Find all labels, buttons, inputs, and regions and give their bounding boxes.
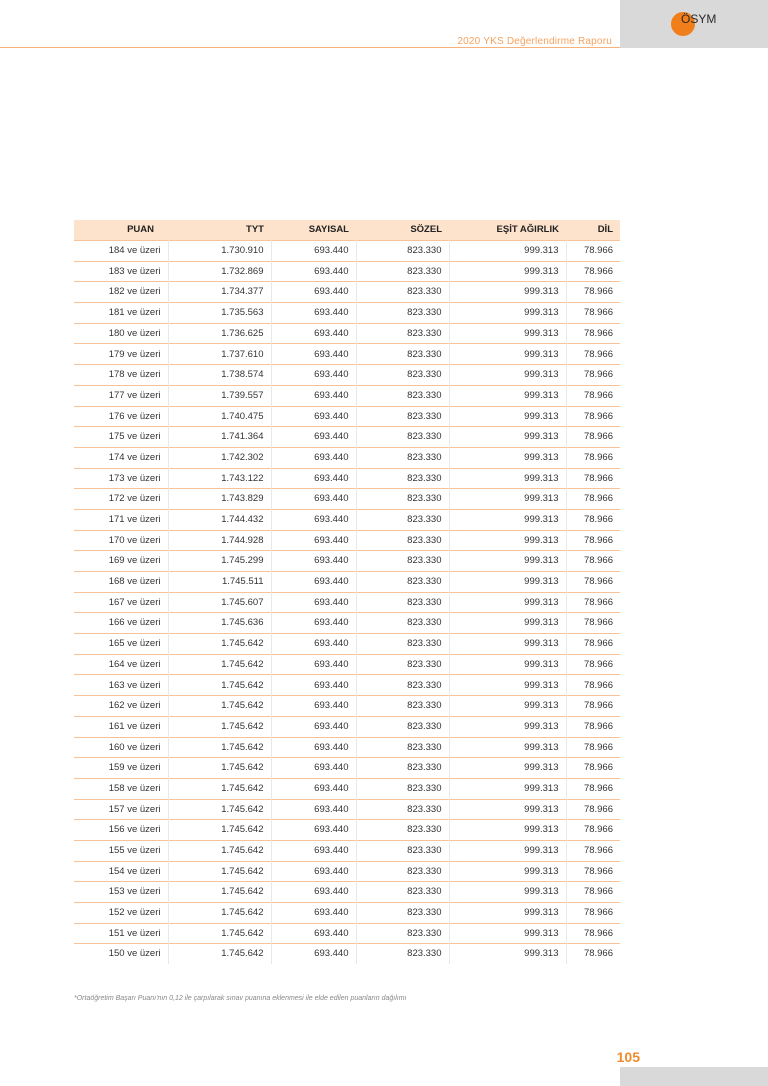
table-cell: 823.330 [356, 923, 449, 944]
table-row [74, 241, 620, 262]
table-cell: 693.440 [271, 737, 356, 758]
table-cell: 78.966 [566, 303, 620, 324]
table-row [74, 675, 620, 696]
table-cell: 1.740.475 [168, 406, 271, 427]
table-cell: 823.330 [356, 323, 449, 344]
table-row [74, 509, 620, 530]
table-cell: 823.330 [356, 282, 449, 303]
table-cell: 999.313 [449, 654, 566, 675]
table-cell: 999.313 [449, 923, 566, 944]
table-cell: 1.745.642 [168, 903, 271, 924]
table-cell: 999.313 [449, 696, 566, 717]
table-cell: 1.736.625 [168, 323, 271, 344]
table-row [74, 944, 620, 964]
table-cell: 823.330 [356, 799, 449, 820]
table-cell: 823.330 [356, 634, 449, 655]
table-cell: 823.330 [356, 613, 449, 634]
table-cell: 999.313 [449, 427, 566, 448]
table-row [74, 840, 620, 861]
table-cell: 999.313 [449, 365, 566, 386]
table-row [74, 758, 620, 779]
table-cell: 175 ve üzeri [74, 427, 168, 448]
table-cell: 693.440 [271, 385, 356, 406]
table-cell: 78.966 [566, 613, 620, 634]
table-row [74, 323, 620, 344]
table-cell: 693.440 [271, 468, 356, 489]
table-cell: 823.330 [356, 861, 449, 882]
table-cell: 823.330 [356, 820, 449, 841]
table-cell: 999.313 [449, 737, 566, 758]
table-cell: 168 ve üzeri [74, 572, 168, 593]
table-cell: 1.741.364 [168, 427, 271, 448]
table-cell: 693.440 [271, 530, 356, 551]
table-cell: 823.330 [356, 509, 449, 530]
table-row [74, 468, 620, 489]
table-cell: 156 ve üzeri [74, 820, 168, 841]
table-row [74, 261, 620, 282]
table-cell: 999.313 [449, 634, 566, 655]
table-cell: 78.966 [566, 654, 620, 675]
table-cell: 999.313 [449, 385, 566, 406]
column-header: PUAN [74, 220, 168, 241]
table-cell: 693.440 [271, 861, 356, 882]
table-cell: 693.440 [271, 509, 356, 530]
table-cell: 78.966 [566, 261, 620, 282]
table-cell: 999.313 [449, 303, 566, 324]
table-cell: 78.966 [566, 447, 620, 468]
table-cell: 823.330 [356, 406, 449, 427]
table-cell: 999.313 [449, 344, 566, 365]
table-cell: 174 ve üzeri [74, 447, 168, 468]
table-row [74, 903, 620, 924]
table-row [74, 882, 620, 903]
table-cell: 693.440 [271, 303, 356, 324]
table-body [74, 241, 620, 965]
table-cell: 999.313 [449, 261, 566, 282]
table-cell: 693.440 [271, 261, 356, 282]
table-cell: 999.313 [449, 903, 566, 924]
table-cell: 78.966 [566, 675, 620, 696]
table-cell: 78.966 [566, 696, 620, 717]
table-row [74, 696, 620, 717]
table-cell: 153 ve üzeri [74, 882, 168, 903]
table-cell: 1.745.642 [168, 778, 271, 799]
table-cell: 999.313 [449, 861, 566, 882]
table-cell: 693.440 [271, 572, 356, 593]
table-cell: 823.330 [356, 675, 449, 696]
table-cell: 999.313 [449, 758, 566, 779]
table-cell: 157 ve üzeri [74, 799, 168, 820]
table-row [74, 861, 620, 882]
table-cell: 999.313 [449, 447, 566, 468]
table-cell: 999.313 [449, 551, 566, 572]
table-cell: 823.330 [356, 489, 449, 510]
table-cell: 823.330 [356, 944, 449, 964]
table-cell: 1.745.642 [168, 882, 271, 903]
table-cell: 823.330 [356, 468, 449, 489]
table-cell: 823.330 [356, 530, 449, 551]
table-cell: 160 ve üzeri [74, 737, 168, 758]
table-cell: 78.966 [566, 468, 620, 489]
footnote: *Ortaöğretim Başarı Puanı'nın 0,12 ile çarpılarak sınav puanına eklenmesi ile elde edilen puanların dağılımı [74, 995, 407, 1002]
table-cell: 999.313 [449, 592, 566, 613]
table-cell: 1.745.642 [168, 675, 271, 696]
table-row [74, 923, 620, 944]
table-cell: 999.313 [449, 282, 566, 303]
table-cell: 693.440 [271, 840, 356, 861]
table-cell: 1.734.377 [168, 282, 271, 303]
table-cell: 999.313 [449, 840, 566, 861]
table-cell: 693.440 [271, 282, 356, 303]
table-cell: 823.330 [356, 592, 449, 613]
column-header: TYT [168, 220, 271, 241]
table-cell: 78.966 [566, 758, 620, 779]
table-cell: 693.440 [271, 778, 356, 799]
table-cell: 999.313 [449, 799, 566, 820]
table-cell: 78.966 [566, 840, 620, 861]
table-cell: 999.313 [449, 323, 566, 344]
report-title: 2020 YKS Değerlendirme Raporu [457, 36, 612, 47]
table-cell: 78.966 [566, 820, 620, 841]
table-cell: 78.966 [566, 241, 620, 262]
table-cell: 78.966 [566, 427, 620, 448]
table-cell: 1.745.299 [168, 551, 271, 572]
table-cell: 78.966 [566, 882, 620, 903]
table-cell: 183 ve üzeri [74, 261, 168, 282]
table-cell: 999.313 [449, 613, 566, 634]
table-cell: 999.313 [449, 509, 566, 530]
table-cell: 162 ve üzeri [74, 696, 168, 717]
table-cell: 693.440 [271, 716, 356, 737]
table-cell: 78.966 [566, 323, 620, 344]
table-cell: 693.440 [271, 427, 356, 448]
table-cell: 166 ve üzeri [74, 613, 168, 634]
table-cell: 823.330 [356, 303, 449, 324]
table-cell: 165 ve üzeri [74, 634, 168, 655]
table-cell: 693.440 [271, 241, 356, 262]
table-cell: 693.440 [271, 903, 356, 924]
table-cell: 1.735.563 [168, 303, 271, 324]
table-cell: 693.440 [271, 799, 356, 820]
table-cell: 154 ve üzeri [74, 861, 168, 882]
table-cell: 999.313 [449, 489, 566, 510]
table-cell: 78.966 [566, 572, 620, 593]
table-cell: 999.313 [449, 944, 566, 964]
table-cell: 184 ve üzeri [74, 241, 168, 262]
table-cell: 78.966 [566, 799, 620, 820]
table-cell: 161 ve üzeri [74, 716, 168, 737]
table-cell: 1.745.607 [168, 592, 271, 613]
table-cell: 78.966 [566, 509, 620, 530]
table-cell: 693.440 [271, 944, 356, 964]
table-cell: 823.330 [356, 696, 449, 717]
table-cell: 78.966 [566, 944, 620, 964]
table-row [74, 820, 620, 841]
table-cell: 152 ve üzeri [74, 903, 168, 924]
table-cell: 999.313 [449, 572, 566, 593]
table-row [74, 716, 620, 737]
table-cell: 823.330 [356, 778, 449, 799]
table-cell: 158 ve üzeri [74, 778, 168, 799]
table-cell: 823.330 [356, 241, 449, 262]
table-cell: 999.313 [449, 820, 566, 841]
table-cell: 1.745.642 [168, 923, 271, 944]
table-cell: 999.313 [449, 778, 566, 799]
table-cell: 823.330 [356, 365, 449, 386]
table-cell: 172 ve üzeri [74, 489, 168, 510]
table-row [74, 737, 620, 758]
table-header-row [74, 220, 620, 241]
table-row [74, 344, 620, 365]
table-cell: 180 ve üzeri [74, 323, 168, 344]
table-cell: 178 ve üzeri [74, 365, 168, 386]
table-cell: 167 ve üzeri [74, 592, 168, 613]
table-cell: 78.966 [566, 530, 620, 551]
page-number: 105 [616, 1049, 640, 1065]
table-cell: 159 ve üzeri [74, 758, 168, 779]
table-cell: 693.440 [271, 323, 356, 344]
table-cell: 78.966 [566, 903, 620, 924]
table-cell: 1.745.642 [168, 861, 271, 882]
table-cell: 1.739.557 [168, 385, 271, 406]
table-cell: 1.743.122 [168, 468, 271, 489]
table-cell: 693.440 [271, 406, 356, 427]
table-cell: 693.440 [271, 696, 356, 717]
table-cell: 182 ve üzeri [74, 282, 168, 303]
table-cell: 1.745.642 [168, 799, 271, 820]
column-header: SÖZEL [356, 220, 449, 241]
table-cell: 693.440 [271, 758, 356, 779]
table-cell: 1.744.928 [168, 530, 271, 551]
table-cell: 823.330 [356, 261, 449, 282]
table-cell: 78.966 [566, 344, 620, 365]
table-cell: 1.745.642 [168, 944, 271, 964]
table-row [74, 654, 620, 675]
table-cell: 78.966 [566, 365, 620, 386]
table-cell: 693.440 [271, 882, 356, 903]
table-row [74, 406, 620, 427]
table-cell: 823.330 [356, 758, 449, 779]
table-cell: 1.745.642 [168, 840, 271, 861]
table-cell: 693.440 [271, 820, 356, 841]
table-cell: 177 ve üzeri [74, 385, 168, 406]
table-cell: 179 ve üzeri [74, 344, 168, 365]
table-cell: 1.730.910 [168, 241, 271, 262]
table-row [74, 799, 620, 820]
table-cell: 999.313 [449, 468, 566, 489]
table-cell: 78.966 [566, 385, 620, 406]
table-cell: 78.966 [566, 634, 620, 655]
column-header: SAYISAL [271, 220, 356, 241]
table-cell: 78.966 [566, 737, 620, 758]
table-cell: 1.737.610 [168, 344, 271, 365]
table-cell: 78.966 [566, 716, 620, 737]
column-header: DİL [566, 220, 620, 241]
table-row [74, 634, 620, 655]
table-cell: 823.330 [356, 840, 449, 861]
table-cell: 693.440 [271, 923, 356, 944]
table-cell: 150 ve üzeri [74, 944, 168, 964]
table-row [74, 365, 620, 386]
table-cell: 823.330 [356, 716, 449, 737]
table-cell: 1.742.302 [168, 447, 271, 468]
table-row [74, 613, 620, 634]
table-cell: 1.745.642 [168, 654, 271, 675]
table-cell: 1.745.642 [168, 737, 271, 758]
table-cell: 151 ve üzeri [74, 923, 168, 944]
table-row [74, 778, 620, 799]
table-cell: 78.966 [566, 778, 620, 799]
table-row [74, 385, 620, 406]
table-cell: 693.440 [271, 675, 356, 696]
table-cell: 1.744.432 [168, 509, 271, 530]
table-cell: 1.745.636 [168, 613, 271, 634]
table-cell: 173 ve üzeri [74, 468, 168, 489]
table-cell: 78.966 [566, 282, 620, 303]
table-cell: 1.745.642 [168, 758, 271, 779]
column-header: EŞİT AĞIRLIK [449, 220, 566, 241]
table-cell: 78.966 [566, 592, 620, 613]
table-row [74, 303, 620, 324]
table-row [74, 551, 620, 572]
table-cell: 1.745.642 [168, 716, 271, 737]
table-cell: 1.743.829 [168, 489, 271, 510]
table-cell: 693.440 [271, 551, 356, 572]
table-cell: 170 ve üzeri [74, 530, 168, 551]
table-cell: 1.745.511 [168, 572, 271, 593]
table-row [74, 592, 620, 613]
table-cell: 693.440 [271, 447, 356, 468]
table-cell: 1.745.642 [168, 696, 271, 717]
table-cell: 163 ve üzeri [74, 675, 168, 696]
table-cell: 823.330 [356, 654, 449, 675]
table-cell: 823.330 [356, 882, 449, 903]
table-cell: 693.440 [271, 634, 356, 655]
table-cell: 693.440 [271, 365, 356, 386]
table-row [74, 572, 620, 593]
table-cell: 693.440 [271, 489, 356, 510]
table-cell: 1.732.869 [168, 261, 271, 282]
table-cell: 176 ve üzeri [74, 406, 168, 427]
table-cell: 999.313 [449, 406, 566, 427]
table-cell: 171 ve üzeri [74, 509, 168, 530]
table-cell: 1.738.574 [168, 365, 271, 386]
table-row [74, 530, 620, 551]
table-cell: 823.330 [356, 737, 449, 758]
table-cell: 169 ve üzeri [74, 551, 168, 572]
table-cell: 78.966 [566, 406, 620, 427]
table-cell: 155 ve üzeri [74, 840, 168, 861]
table-cell: 823.330 [356, 447, 449, 468]
table-row [74, 427, 620, 448]
table-row [74, 447, 620, 468]
table-cell: 693.440 [271, 613, 356, 634]
header-rule [0, 47, 620, 48]
table-cell: 823.330 [356, 427, 449, 448]
table-cell: 693.440 [271, 344, 356, 365]
table-cell: 693.440 [271, 592, 356, 613]
table-cell: 999.313 [449, 241, 566, 262]
table-cell: 823.330 [356, 572, 449, 593]
table-cell: 999.313 [449, 716, 566, 737]
table-cell: 823.330 [356, 551, 449, 572]
table-cell: 78.966 [566, 489, 620, 510]
table-cell: 693.440 [271, 654, 356, 675]
table-cell: 1.745.642 [168, 634, 271, 655]
table-cell: 823.330 [356, 903, 449, 924]
table-row [74, 489, 620, 510]
table-row [74, 282, 620, 303]
footer-gray-band [620, 1067, 768, 1086]
table-cell: 823.330 [356, 385, 449, 406]
table-cell: 181 ve üzeri [74, 303, 168, 324]
table-cell: 78.966 [566, 861, 620, 882]
table-cell: 1.745.642 [168, 820, 271, 841]
table-cell: 999.313 [449, 675, 566, 696]
table-cell: 999.313 [449, 530, 566, 551]
table-cell: 164 ve üzeri [74, 654, 168, 675]
table-cell: 823.330 [356, 344, 449, 365]
table-cell: 78.966 [566, 923, 620, 944]
score-distribution-table [74, 220, 620, 964]
table-cell: 999.313 [449, 882, 566, 903]
osym-logo-text: ÖSYM [681, 12, 717, 26]
table-cell: 78.966 [566, 551, 620, 572]
